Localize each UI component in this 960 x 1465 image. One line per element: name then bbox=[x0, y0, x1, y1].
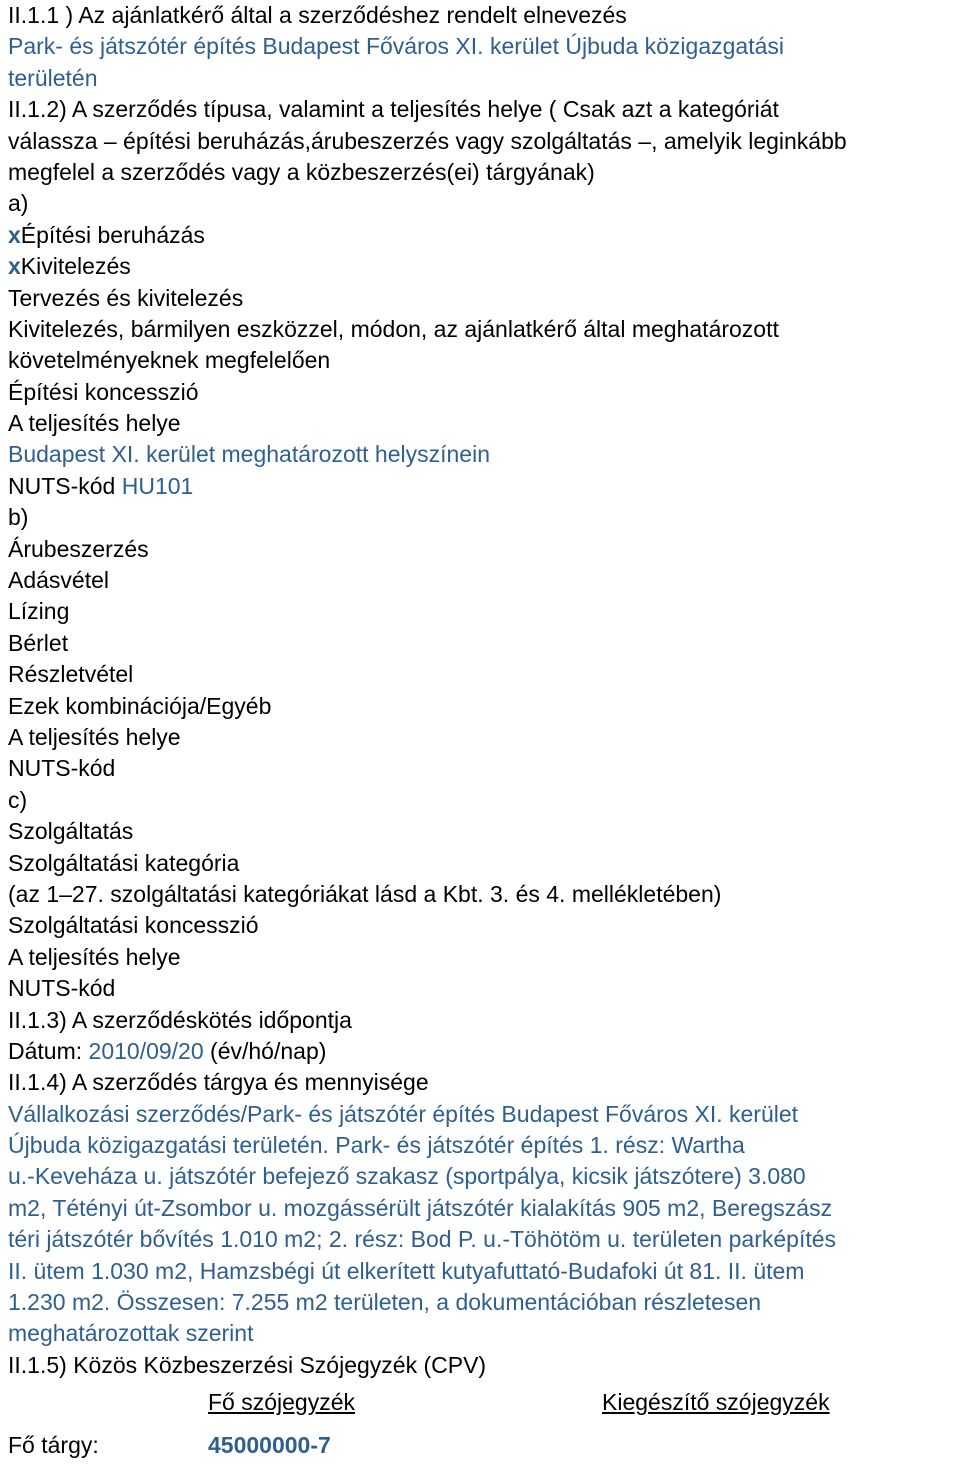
text-line bbox=[8, 471, 960, 502]
text-line bbox=[8, 314, 960, 345]
text-run: A teljesítés helye bbox=[8, 943, 181, 970]
cpv-main-subject-row bbox=[8, 1425, 960, 1465]
text-run: Szolgáltatás bbox=[8, 818, 134, 845]
text-line bbox=[8, 691, 960, 722]
text-run: a) bbox=[8, 190, 29, 217]
text-run: Építési beruházás bbox=[20, 221, 205, 248]
text-line bbox=[8, 377, 960, 408]
text-line bbox=[8, 596, 960, 627]
text-run: c) bbox=[8, 786, 28, 813]
text-run: NUTS-kód bbox=[8, 755, 116, 782]
document-body bbox=[8, 0, 960, 1381]
text-run: Dátum: bbox=[8, 1037, 89, 1064]
text-line bbox=[8, 1005, 960, 1036]
text-line bbox=[8, 31, 960, 62]
text-run: HU101 bbox=[121, 472, 194, 499]
text-run: u.-Keveháza u. játszótér befejező szakasz (sportpálya, kicsik játszótere) 3.080 bbox=[8, 1163, 806, 1190]
text-run: A teljesítés helye bbox=[8, 723, 181, 750]
text-run: Vállalkozási szerződés/Park- és játszótér építés Budapest Főváros XI. kerület bbox=[8, 1100, 799, 1127]
text-run: Bérlet bbox=[8, 629, 69, 656]
text-run: (az 1–27. szolgáltatási kategóriákat lásd a Kbt. 3. és 4. mellékletében) bbox=[8, 880, 722, 907]
text-line bbox=[8, 722, 960, 753]
text-line bbox=[8, 126, 960, 157]
cpv-column-headers bbox=[8, 1385, 960, 1419]
text-run: Újbuda közigazgatási területén. Park- és játszótér építés 1. rész: Wartha bbox=[8, 1132, 745, 1159]
text-line bbox=[8, 94, 960, 125]
text-run: 1.230 m2. Összesen: 7.255 m2 területen, a dokumentációban részletesen bbox=[8, 1289, 762, 1316]
text-line bbox=[8, 283, 960, 314]
text-run: A teljesítés helye bbox=[8, 410, 181, 437]
text-run: 2010/09/20 bbox=[88, 1037, 204, 1064]
text-run: II.1.2) A szerződés típusa, valamint a teljesítés helye ( Csak azt a kategóriát bbox=[8, 96, 779, 123]
text-line bbox=[8, 439, 960, 470]
text-line bbox=[8, 879, 960, 910]
text-run: Építési koncesszió bbox=[8, 378, 199, 405]
text-run: II.1.4) A szerződés tárgya és mennyisége bbox=[8, 1069, 429, 1096]
text-run: Kivitelezés bbox=[20, 253, 131, 280]
text-run: Árubeszerzés bbox=[8, 535, 149, 562]
text-line bbox=[8, 1350, 960, 1381]
text-line bbox=[8, 1318, 960, 1349]
text-run: válassza – építési beruházás,árubeszerzés vagy szolgáltatás –, amelyik leginkább bbox=[8, 127, 847, 154]
text-line bbox=[8, 1193, 960, 1224]
text-run: Szolgáltatási koncesszió bbox=[8, 912, 259, 939]
text-line bbox=[8, 942, 960, 973]
text-line bbox=[8, 1256, 960, 1287]
text-line bbox=[8, 1036, 960, 1067]
checkbox-mark: x bbox=[8, 253, 21, 280]
text-line bbox=[8, 1224, 960, 1255]
text-line bbox=[8, 816, 960, 847]
text-line bbox=[8, 785, 960, 816]
text-line bbox=[8, 157, 960, 188]
text-run: megfelel a szerződés vagy a közbeszerzés(ei) tárgyának) bbox=[8, 158, 595, 185]
text-line bbox=[8, 1067, 960, 1098]
text-line bbox=[8, 251, 960, 282]
checkbox-mark: x bbox=[8, 221, 21, 248]
text-line bbox=[8, 345, 960, 376]
text-run: b) bbox=[8, 504, 29, 531]
text-line bbox=[8, 1130, 960, 1161]
text-run: Részletvétel bbox=[8, 661, 134, 688]
main-vocabulary-header: Fő szójegyzék bbox=[208, 1389, 356, 1416]
text-run: Adásvétel bbox=[8, 567, 110, 594]
main-subject-label: Fő tárgy: bbox=[8, 1432, 99, 1459]
text-run: Kivitelezés, bármilyen eszközzel, módon, az ajánlatkérő által meghatározott bbox=[8, 315, 779, 342]
text-line bbox=[8, 0, 960, 31]
text-line bbox=[8, 220, 960, 251]
text-line bbox=[8, 1161, 960, 1192]
text-run: (év/hó/nap) bbox=[203, 1037, 327, 1064]
text-run: II.1.1 ) Az ajánlatkérő által a szerződéshez rendelt elnevezés bbox=[8, 2, 627, 28]
text-line bbox=[8, 753, 960, 784]
text-run: Szolgáltatási kategória bbox=[8, 849, 240, 876]
text-run: m2, Tétényi út-Zsombor u. mozgássérült játszótér kialakítás 905 m2, Beregszász bbox=[8, 1194, 833, 1221]
document-page bbox=[8, 0, 960, 1465]
text-run: II.1.5) Közös Közbeszerzési Szójegyzék (CPV) bbox=[8, 1351, 487, 1378]
main-subject-code: 45000000-7 bbox=[208, 1432, 331, 1459]
text-line bbox=[8, 848, 960, 879]
text-line bbox=[8, 63, 960, 94]
text-run: NUTS-kód bbox=[8, 975, 116, 1002]
text-line bbox=[8, 659, 960, 690]
text-run: Park- és játszótér építés Budapest Főváros XI. kerület Újbuda közigazgatási bbox=[8, 33, 785, 60]
text-line bbox=[8, 502, 960, 533]
text-line bbox=[8, 628, 960, 659]
text-run: követelményeknek megfelelően bbox=[8, 347, 331, 374]
text-line bbox=[8, 565, 960, 596]
text-run: Tervezés és kivitelezés bbox=[8, 284, 244, 311]
text-run: Lízing bbox=[8, 598, 70, 625]
text-line bbox=[8, 973, 960, 1004]
text-line bbox=[8, 910, 960, 941]
text-run: Ezek kombinációja/Egyéb bbox=[8, 692, 272, 719]
text-line bbox=[8, 1287, 960, 1318]
text-run: területén bbox=[8, 64, 98, 91]
text-run: II.1.3) A szerződéskötés időpontja bbox=[8, 1006, 352, 1033]
text-run: téri játszótér bővítés 1.010 m2; 2. rész: Bod P. u.-Töhötöm u. területen parképítés bbox=[8, 1226, 837, 1253]
supplementary-vocabulary-header: Kiegészítő szójegyzék bbox=[602, 1389, 830, 1416]
text-line bbox=[8, 188, 960, 219]
text-run: meghatározottak szerint bbox=[8, 1320, 254, 1347]
text-run: II. ütem 1.030 m2, Hamzsbégi út elkerített kutyafuttató-Budafoki út 81. II. ütem bbox=[8, 1257, 805, 1284]
text-line bbox=[8, 534, 960, 565]
text-line bbox=[8, 1099, 960, 1130]
text-line bbox=[8, 408, 960, 439]
text-run: Budapest XI. kerület meghatározott helyszínein bbox=[8, 441, 491, 468]
text-run: NUTS-kód bbox=[8, 472, 122, 499]
